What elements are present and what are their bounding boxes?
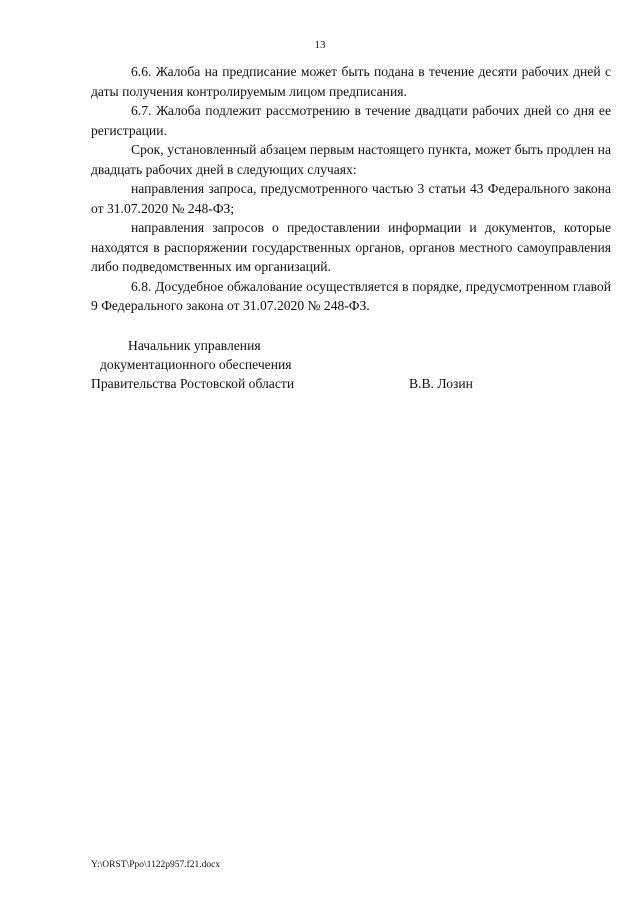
page-number: 13: [314, 39, 326, 51]
paragraph-term-extension: Срок, установленный абзацем первым настоящего пункта, может быть продлен на двадцать рабочих дней в следующих случаях:: [91, 142, 611, 177]
signatory-name: В.В. Лозин: [409, 376, 473, 391]
paragraph-6-7: 6.7. Жалоба подлежит рассмотрению в течение двадцати рабочих дней со дня ее регистрации.: [91, 103, 611, 138]
signature-position-row: [91, 374, 531, 393]
signature-block: [91, 336, 531, 393]
paragraph-case-information: направления запросов о предоставлении информации и документов, которые находятся в распоряжении государственных органов, органов местного самоуправления либо подведомственных им организаций.: [91, 220, 611, 274]
paragraph-6-8: 6.8. Досудебное обжалование осуществляется в порядке, предусмотренном главой 9 Федерального закона от 31.07.2020 № 248-ФЗ.: [91, 278, 611, 313]
signature-position-line-1: Начальник управления: [128, 338, 261, 353]
signature-position-line-3: Правительства Ростовской области: [91, 376, 295, 391]
paragraph-case-request: направления запроса, предусмотренного частью 3 статьи 43 Федерального закона от 31.07.2020 № 248-ФЗ;: [91, 181, 611, 216]
document-body: [91, 62, 611, 316]
signature-position-line-2: документационного обеспечения: [100, 357, 292, 372]
footer-file-path: Y:\ORST\Ppo\1122p957.f21.docx: [91, 860, 221, 870]
paragraph-6-6: 6.6. Жалоба на предписание может быть подана в течение десяти рабочих дней с даты получения контролируемым лицом предписания.: [91, 64, 611, 99]
